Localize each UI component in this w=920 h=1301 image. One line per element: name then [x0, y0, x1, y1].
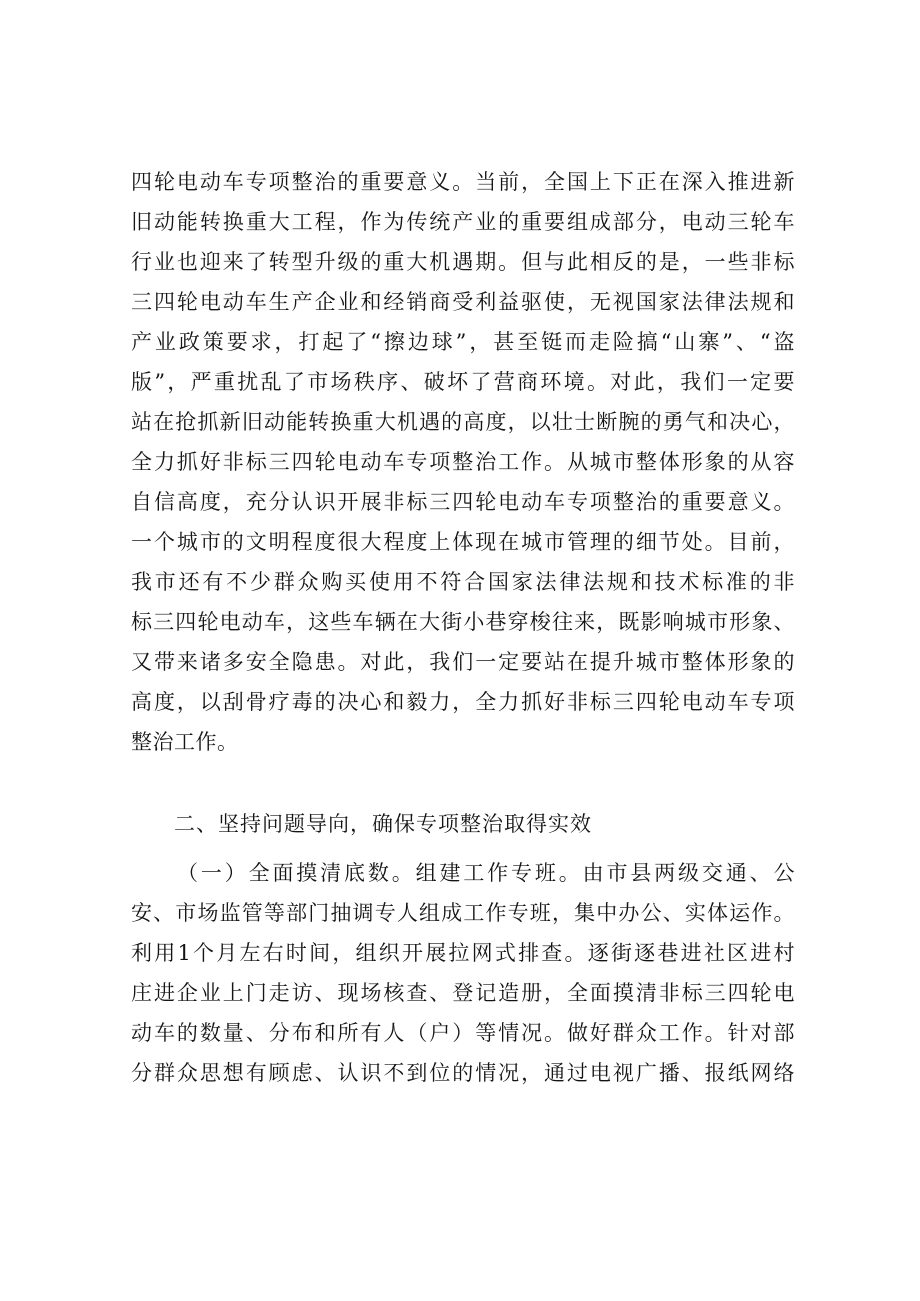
- paragraph-line: 站在抢抓新旧动能转换重大机遇的高度，以壮士断腕的勇气和决心，: [131, 410, 795, 434]
- paragraph-line: 版”，严重扰乱了市场秩序、破坏了营商环境。对此，我们一定要: [131, 370, 795, 394]
- section-heading: 二、坚持问题导向，确保专项整治取得实效: [174, 812, 592, 836]
- paragraph-line: 又带来诸多安全隐患。对此，我们一定要站在提升城市整体形象的: [131, 650, 795, 674]
- paragraph-line: 整治工作。: [131, 730, 239, 754]
- body-paragraph-1: [131, 162, 795, 762]
- paragraph-line: 安、市场监管等部门抽调专人组成工作专班，集中办公、实体运作。: [131, 901, 795, 925]
- paragraph-line: 高度，以刮骨疗毒的决心和毅力，全力抓好非标三四轮电动车专项: [131, 690, 795, 714]
- paragraph-line: 产业政策要求，打起了“擦边球”，甚至铤而走险搞“山寨”、“盗: [131, 330, 795, 354]
- paragraph-line: 我市还有不少群众购买使用不符合国家法律法规和技术标准的非: [131, 570, 795, 594]
- paragraph-line: 标三四轮电动车，这些车辆在大街小巷穿梭往来，既影响城市形象、: [131, 610, 795, 634]
- paragraph-line: 利用1个月左右时间，组织开展拉网式排查。逐街逐巷进社区进村: [131, 941, 795, 965]
- paragraph-line: 自信高度，充分认识开展非标三四轮电动车专项整治的重要意义。: [131, 490, 795, 514]
- paragraph-line: 庄进企业上门走访、现场核查、登记造册，全面摸清非标三四轮电: [131, 981, 795, 1005]
- paragraph-line: 一个城市的文明程度很大程度上体现在城市管理的细节处。目前，: [131, 530, 795, 554]
- paragraph-line: 全力抓好非标三四轮电动车专项整治工作。从城市整体形象的从容: [131, 450, 795, 474]
- paragraph-line: 行业也迎来了转型升级的重大机遇期。但与此相反的是，一些非标: [131, 250, 795, 274]
- paragraph-line: （一）全面摸清底数。组建工作专班。由市县两级交通、公: [177, 861, 795, 885]
- paragraph-line: 四轮电动车专项整治的重要意义。当前，全国上下正在深入推进新: [131, 170, 795, 194]
- paragraph-line: 动车的数量、分布和所有人（户）等情况。做好群众工作。针对部: [131, 1021, 795, 1045]
- paragraph-line: 分群众思想有顾虑、认识不到位的情况，通过电视广播、报纸网络: [131, 1061, 795, 1085]
- paragraph-line: 旧动能转换重大工程，作为传统产业的重要组成部分，电动三轮车: [131, 210, 795, 234]
- paragraph-line: 三四轮电动车生产企业和经销商受利益驱使，无视国家法律法规和: [131, 290, 795, 314]
- body-paragraph-2: [131, 853, 795, 1093]
